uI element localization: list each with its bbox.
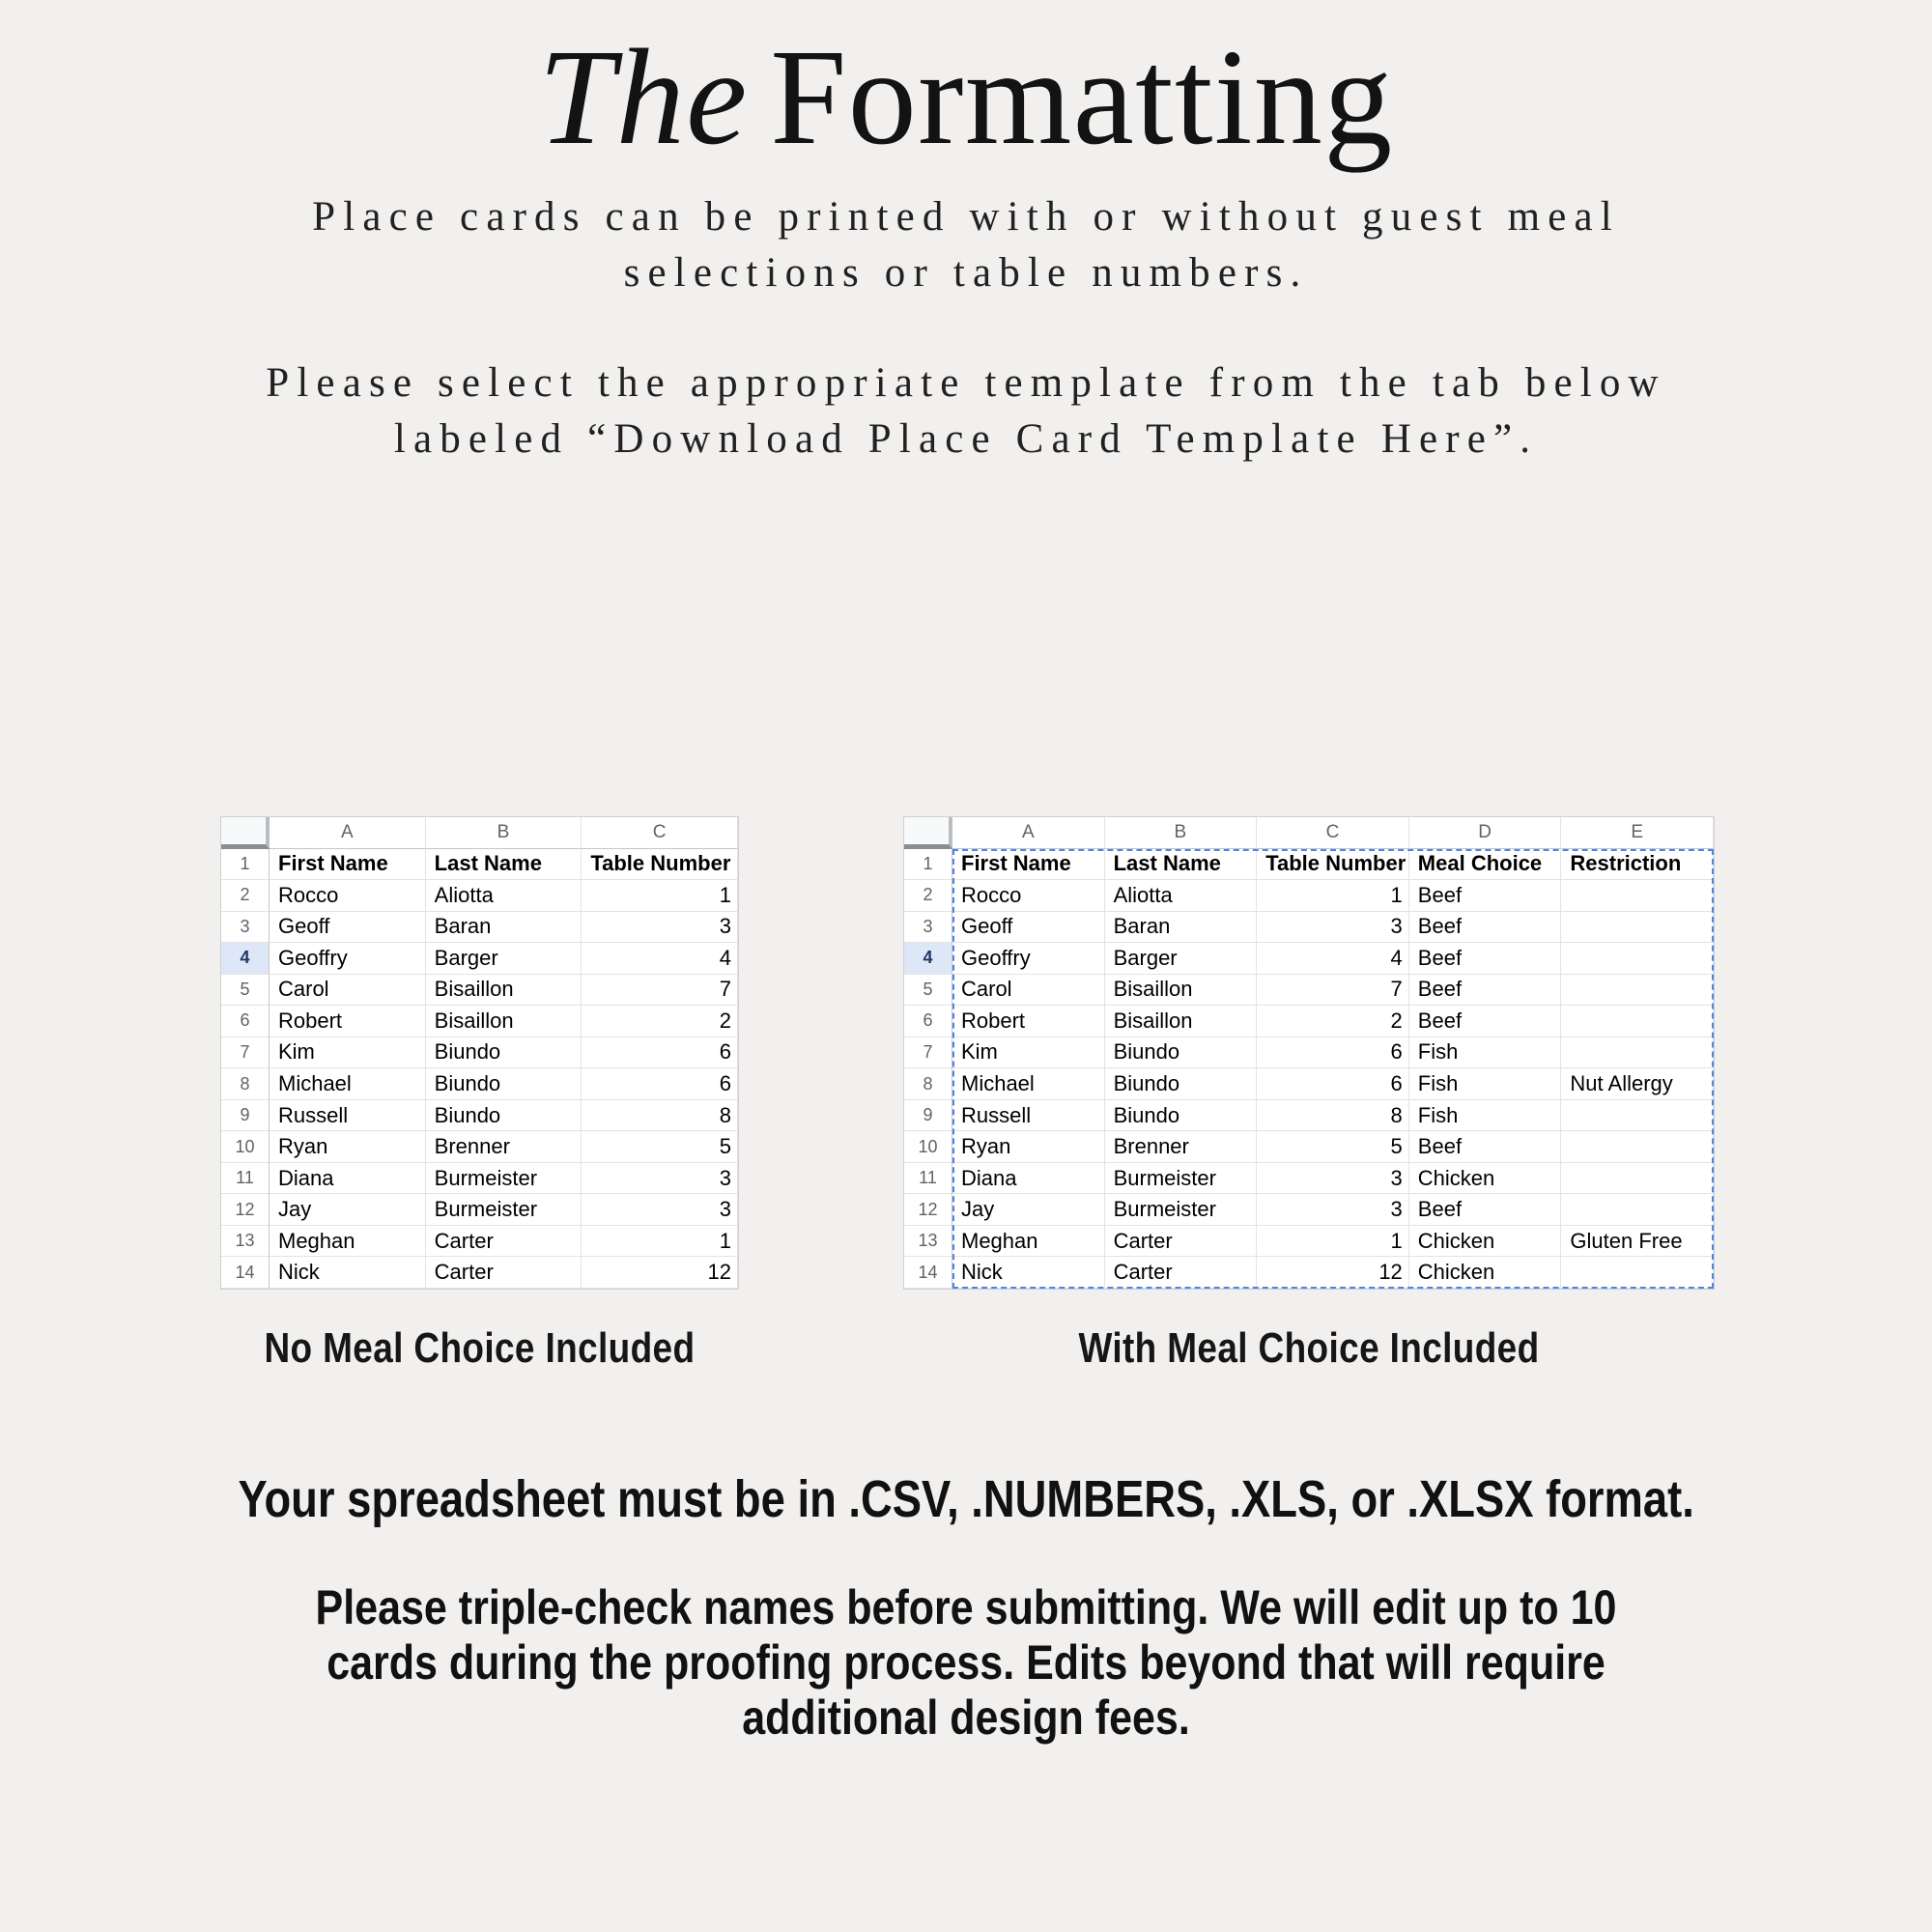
row-number: 8 [221, 1068, 270, 1100]
data-cell: Beef [1409, 912, 1562, 944]
data-cell [1561, 1006, 1714, 1037]
data-cell: Nut Allergy [1561, 1068, 1714, 1100]
header-cell: Last Name [426, 849, 582, 881]
data-cell [1561, 1257, 1714, 1289]
row-number: 11 [221, 1163, 270, 1195]
data-cell: Beef [1409, 1006, 1562, 1037]
data-cell: Russell [952, 1100, 1105, 1132]
row-number: 13 [904, 1226, 952, 1258]
data-cell: Barger [426, 943, 582, 975]
data-cell: 2 [1257, 1006, 1409, 1037]
row-number: 12 [221, 1194, 270, 1226]
row-number: 7 [904, 1037, 952, 1069]
column-letter-D: D [1409, 817, 1562, 849]
data-cell: 4 [1257, 943, 1409, 975]
data-cell: 12 [1257, 1257, 1409, 1289]
intro-line: Please select the appropriate template from the tab below [266, 360, 1666, 406]
sheet-corner-cell [904, 817, 952, 849]
data-cell: 1 [582, 1226, 738, 1258]
data-cell: Biundo [426, 1068, 582, 1100]
data-cell: 6 [1257, 1037, 1409, 1069]
row-number: 11 [904, 1163, 952, 1195]
data-cell: Rocco [952, 880, 1105, 912]
data-cell: 8 [582, 1100, 738, 1132]
intro-paragraph-1 [0, 189, 1932, 301]
caption-text: With Meal Choice Included [1078, 1324, 1540, 1372]
data-cell: Kim [952, 1037, 1105, 1069]
data-cell: Bisaillon [426, 1006, 582, 1037]
row-number: 8 [904, 1068, 952, 1100]
data-cell: Carol [952, 975, 1105, 1007]
data-cell: 1 [1257, 880, 1409, 912]
row-number: 10 [904, 1131, 952, 1163]
header-cell: Table Number [1257, 849, 1409, 881]
column-letter-C: C [582, 817, 738, 849]
data-cell: Chicken [1409, 1163, 1562, 1195]
data-cell: Burmeister [1105, 1163, 1258, 1195]
page-title [0, 8, 1932, 186]
row-number: 4 [221, 943, 270, 975]
data-cell: 3 [1257, 1163, 1409, 1195]
row-number: 5 [904, 975, 952, 1007]
data-cell: Geoffry [952, 943, 1105, 975]
header-cell: Table Number [582, 849, 738, 881]
data-cell: Carter [426, 1257, 582, 1289]
data-cell: Kim [270, 1037, 426, 1069]
data-cell [1561, 1037, 1714, 1069]
file-format-text: Your spreadsheet must be in .CSV, .NUMBERS, .XLS, or .XLSX format. [238, 1470, 1694, 1528]
data-cell: Fish [1409, 1037, 1562, 1069]
data-cell: Carter [426, 1226, 582, 1258]
data-cell: 3 [1257, 1194, 1409, 1226]
data-cell: 2 [582, 1006, 738, 1037]
note-line: additional design fees. [742, 1690, 1190, 1745]
row-number: 14 [221, 1257, 270, 1289]
data-cell: Robert [270, 1006, 426, 1037]
data-cell: Geoff [952, 912, 1105, 944]
data-cell: Ryan [952, 1131, 1105, 1163]
data-cell: 5 [582, 1131, 738, 1163]
data-cell: Michael [270, 1068, 426, 1100]
row-number: 2 [221, 880, 270, 912]
data-cell: 7 [582, 975, 738, 1007]
proofing-note [0, 1580, 1932, 1746]
caption-text: No Meal Choice Included [264, 1324, 696, 1372]
data-cell: Burmeister [426, 1194, 582, 1226]
data-cell: 1 [1257, 1226, 1409, 1258]
data-cell: 6 [582, 1037, 738, 1069]
data-cell [1561, 912, 1714, 944]
row-number: 3 [221, 912, 270, 944]
data-cell: Burmeister [1105, 1194, 1258, 1226]
data-cell: Jay [270, 1194, 426, 1226]
row-number: 10 [221, 1131, 270, 1163]
title-word-the: The [538, 20, 749, 173]
data-cell: Aliotta [1105, 880, 1258, 912]
data-cell: Carter [1105, 1257, 1258, 1289]
header-cell: First Name [270, 849, 426, 881]
data-cell: 12 [582, 1257, 738, 1289]
header-cell: Last Name [1105, 849, 1258, 881]
row-number: 6 [904, 1006, 952, 1037]
data-cell: Beef [1409, 975, 1562, 1007]
data-cell: Robert [952, 1006, 1105, 1037]
data-cell: Beef [1409, 943, 1562, 975]
data-cell: Diana [270, 1163, 426, 1195]
data-cell: 6 [582, 1068, 738, 1100]
data-cell: Fish [1409, 1068, 1562, 1100]
data-cell: Brenner [1105, 1131, 1258, 1163]
row-number: 9 [904, 1100, 952, 1132]
column-letter-C: C [1257, 817, 1409, 849]
data-cell: Nick [270, 1257, 426, 1289]
row-number: 1 [904, 849, 952, 881]
data-cell [1561, 1194, 1714, 1226]
data-cell: Rocco [270, 880, 426, 912]
data-cell: 7 [1257, 975, 1409, 1007]
data-cell: Bisaillon [1105, 1006, 1258, 1037]
data-cell: 3 [1257, 912, 1409, 944]
header-cell: Restriction [1561, 849, 1714, 881]
data-cell: Bisaillon [426, 975, 582, 1007]
data-cell [1561, 975, 1714, 1007]
data-cell: 3 [582, 912, 738, 944]
column-letter-E: E [1561, 817, 1714, 849]
title-word-formatting: Formatting [770, 20, 1394, 173]
data-cell: Biundo [1105, 1037, 1258, 1069]
data-cell: Baran [1105, 912, 1258, 944]
column-letter-A: A [270, 817, 426, 849]
data-cell: 6 [1257, 1068, 1409, 1100]
caption-no-meal-choice [220, 1325, 739, 1372]
caption-with-meal-choice [903, 1325, 1715, 1372]
row-number: 3 [904, 912, 952, 944]
data-cell: 3 [582, 1194, 738, 1226]
header-cell: Meal Choice [1409, 849, 1562, 881]
data-cell: Russell [270, 1100, 426, 1132]
spreadsheet-with-meal-choice [903, 816, 1715, 1290]
row-number: 7 [221, 1037, 270, 1069]
data-cell: Gluten Free [1561, 1226, 1714, 1258]
sheet-corner-cell [221, 817, 270, 849]
row-number: 1 [221, 849, 270, 881]
intro-line: labeled “Download Place Card Template Here”. [393, 416, 1539, 462]
column-letter-A: A [952, 817, 1105, 849]
row-number: 4 [904, 943, 952, 975]
data-cell: Chicken [1409, 1226, 1562, 1258]
data-cell: Ryan [270, 1131, 426, 1163]
data-cell: Meghan [270, 1226, 426, 1258]
data-cell: Jay [952, 1194, 1105, 1226]
data-cell [1561, 1131, 1714, 1163]
row-number: 9 [221, 1100, 270, 1132]
intro-paragraph-2 [0, 355, 1932, 468]
data-cell: Biundo [426, 1100, 582, 1132]
data-cell: Fish [1409, 1100, 1562, 1132]
data-cell: Biundo [1105, 1068, 1258, 1100]
data-cell: Beef [1409, 1131, 1562, 1163]
data-cell: Geoffry [270, 943, 426, 975]
data-cell: Michael [952, 1068, 1105, 1100]
data-cell: Brenner [426, 1131, 582, 1163]
data-cell [1561, 880, 1714, 912]
data-cell: Geoff [270, 912, 426, 944]
data-cell: Burmeister [426, 1163, 582, 1195]
data-cell: Barger [1105, 943, 1258, 975]
intro-line: selections or table numbers. [623, 250, 1309, 296]
data-cell [1561, 943, 1714, 975]
data-cell: Beef [1409, 880, 1562, 912]
column-letter-B: B [426, 817, 582, 849]
data-cell: 3 [582, 1163, 738, 1195]
header-cell: First Name [952, 849, 1105, 881]
data-cell: Baran [426, 912, 582, 944]
note-line: cards during the proofing process. Edits beyond that will require [327, 1635, 1605, 1690]
data-cell: Chicken [1409, 1257, 1562, 1289]
row-number: 14 [904, 1257, 952, 1289]
row-number: 13 [221, 1226, 270, 1258]
data-cell: Biundo [426, 1037, 582, 1069]
data-cell: 5 [1257, 1131, 1409, 1163]
note-line: Please triple-check names before submitting. We will edit up to 10 [315, 1580, 1617, 1634]
data-cell: Diana [952, 1163, 1105, 1195]
column-letter-B: B [1105, 817, 1258, 849]
data-cell: Biundo [1105, 1100, 1258, 1132]
data-cell: Bisaillon [1105, 975, 1258, 1007]
intro-line: Place cards can be printed with or without guest meal [312, 194, 1620, 240]
data-cell: Nick [952, 1257, 1105, 1289]
file-format-note [0, 1468, 1932, 1530]
data-cell [1561, 1163, 1714, 1195]
data-cell: 1 [582, 880, 738, 912]
data-cell: Aliotta [426, 880, 582, 912]
data-cell: Meghan [952, 1226, 1105, 1258]
spreadsheet-no-meal-choice [220, 816, 739, 1290]
data-cell: 4 [582, 943, 738, 975]
data-cell: Beef [1409, 1194, 1562, 1226]
data-cell [1561, 1100, 1714, 1132]
row-number: 5 [221, 975, 270, 1007]
row-number: 6 [221, 1006, 270, 1037]
row-number: 2 [904, 880, 952, 912]
data-cell: Carol [270, 975, 426, 1007]
row-number: 12 [904, 1194, 952, 1226]
data-cell: 8 [1257, 1100, 1409, 1132]
data-cell: Carter [1105, 1226, 1258, 1258]
